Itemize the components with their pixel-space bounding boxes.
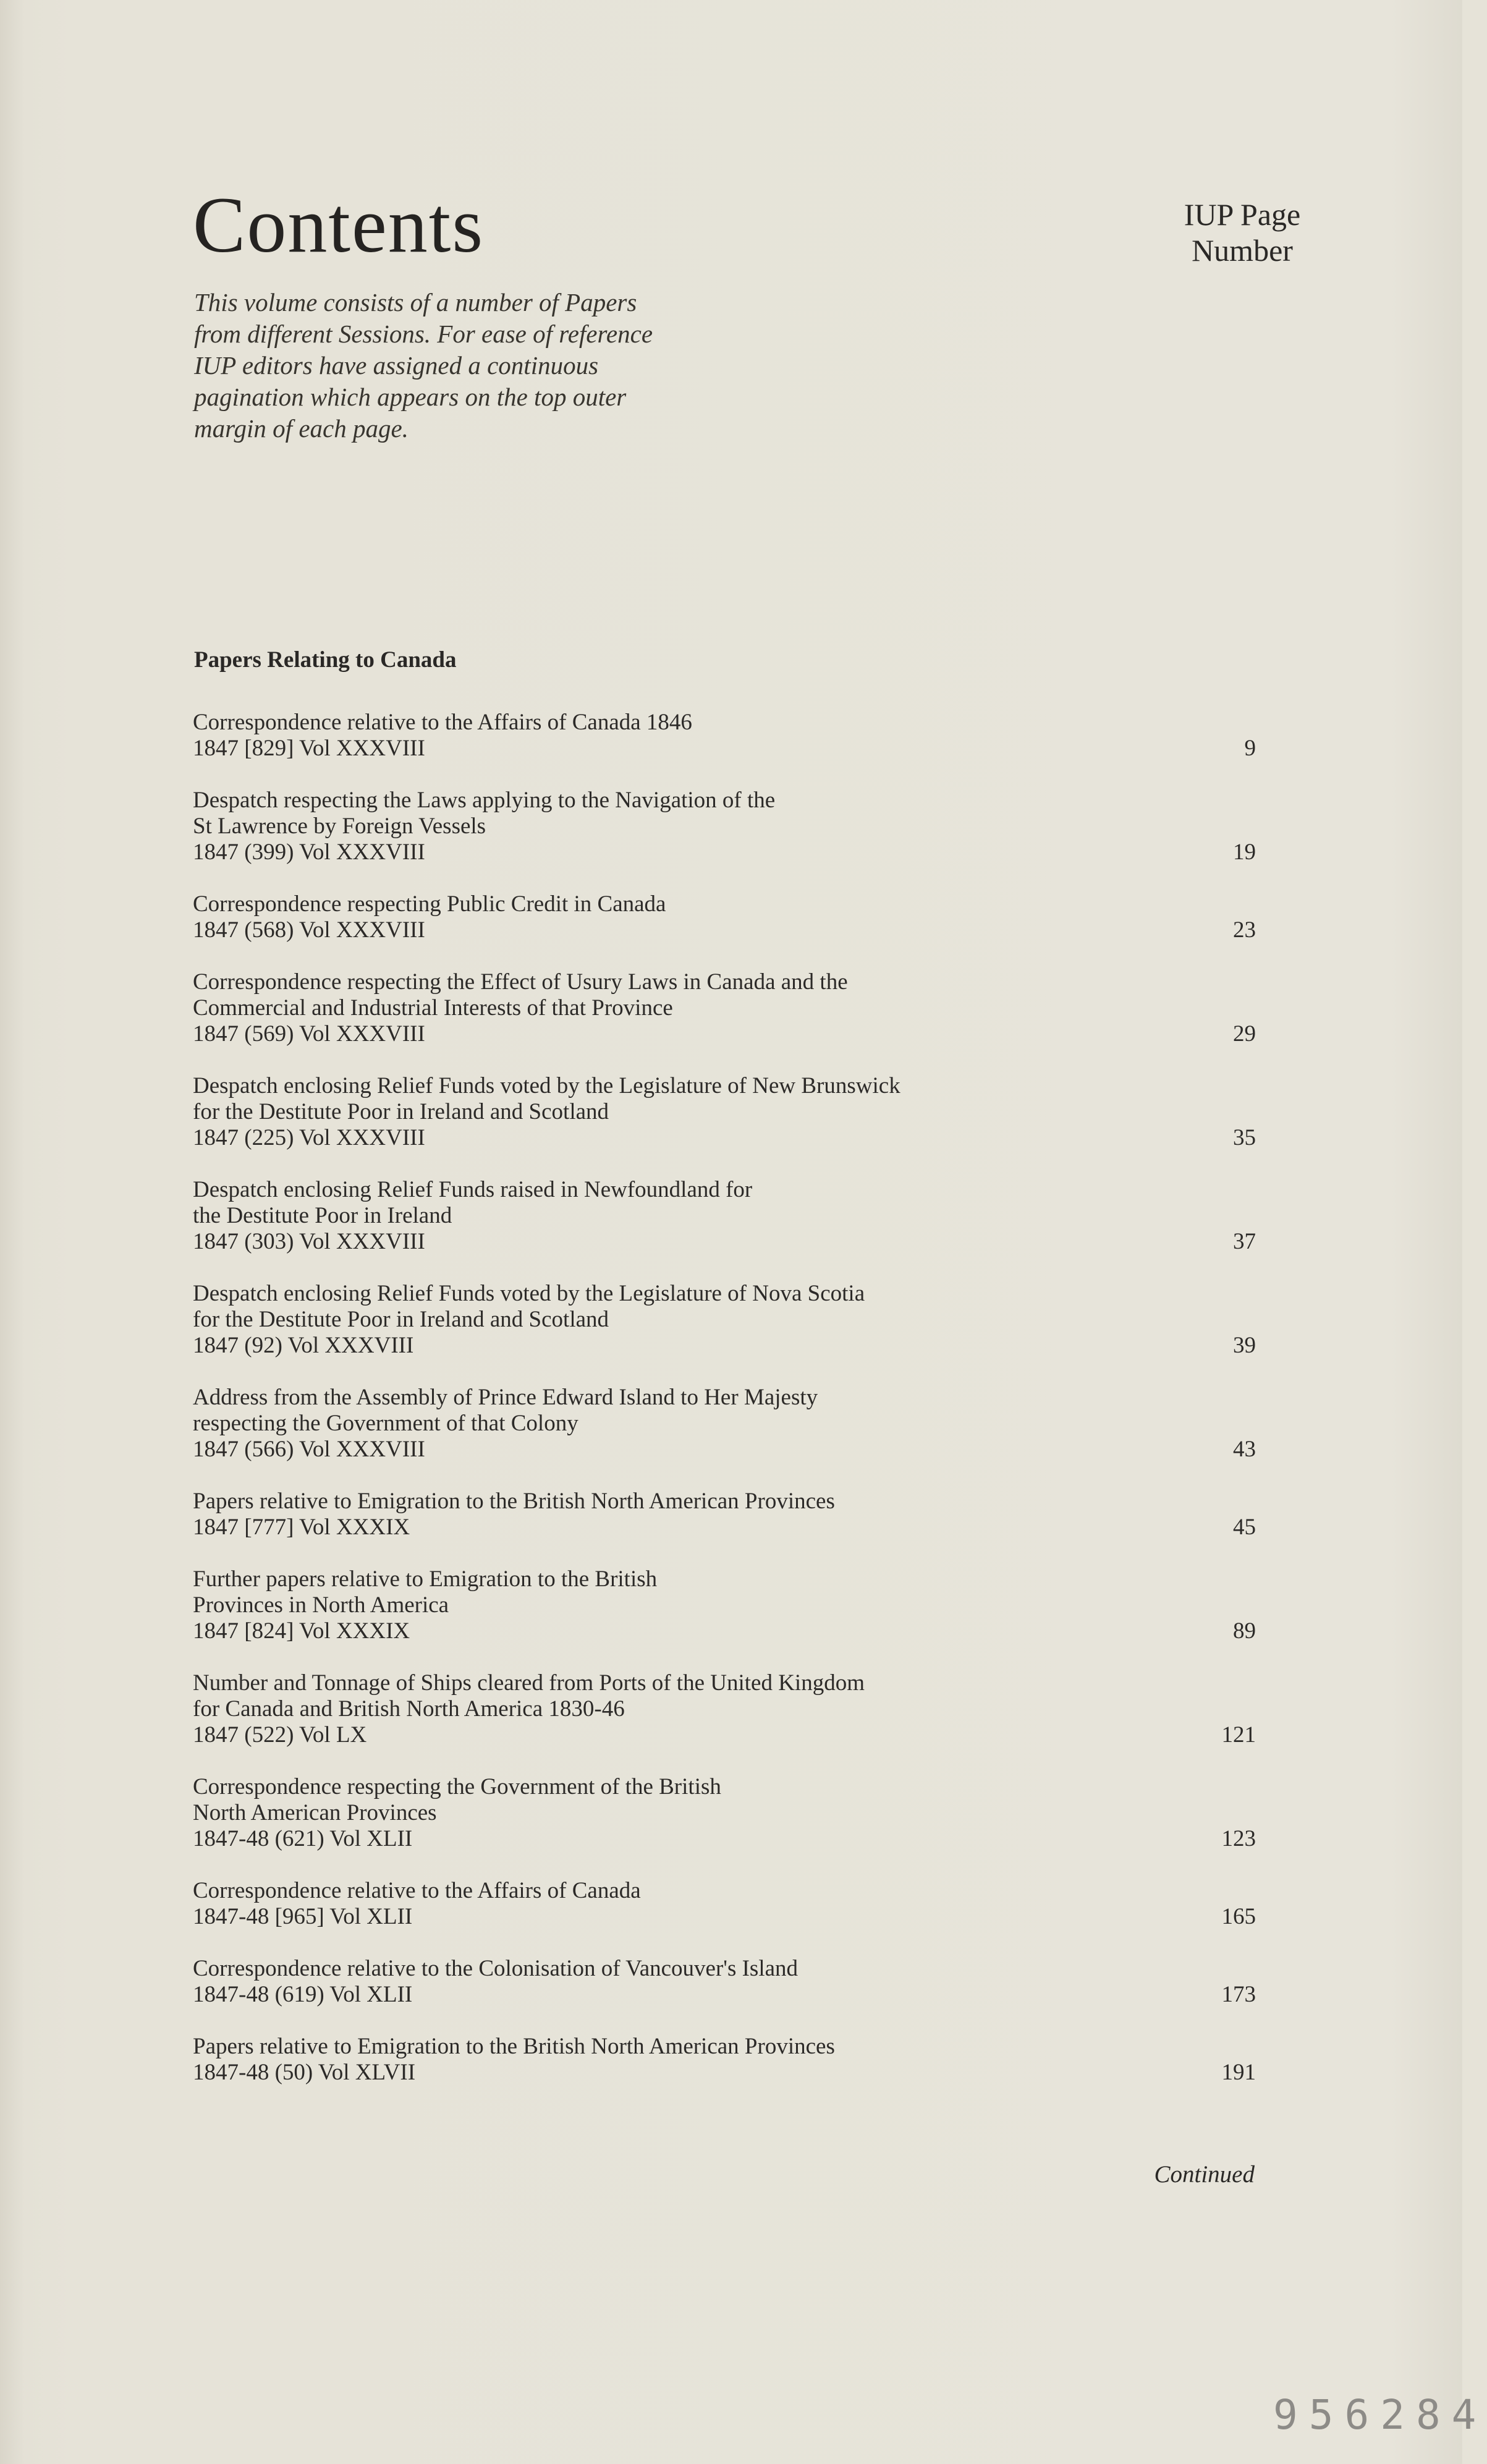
entry-text-line: 1847-48 (619) Vol XLII <box>193 1982 413 2007</box>
entry-text-line: Papers relative to Emigration to the British North American Provinces <box>193 2034 835 2059</box>
entry-text-line: 1847 [824] Vol XXXIX <box>193 1618 410 1644</box>
entry-page-number: 165 <box>1221 1904 1256 1929</box>
entry-text-line: 1847 [777] Vol XXXIX <box>193 1515 410 1540</box>
entry-page-number: 45 <box>1233 1515 1256 1540</box>
entry-text-line: the Destitute Poor in Ireland <box>193 1203 452 1228</box>
entry-page-number: 43 <box>1233 1437 1256 1462</box>
entry-text-line: 1847 (399) Vol XXXVIII <box>193 839 425 865</box>
intro-line: This volume consists of a number of Papers <box>194 288 637 316</box>
entry-text-line: 1847 (568) Vol XXXVIII <box>193 917 425 943</box>
entry-text-line: North American Provinces <box>193 1800 437 1825</box>
entry-page-number: 23 <box>1233 917 1256 943</box>
section-heading: Papers Relating to Canada <box>194 647 457 673</box>
entry-text-line: Despatch enclosing Relief Funds voted by the Legislature of Nova Scotia <box>193 1281 865 1306</box>
entry-text-line: Commercial and Industrial Interests of that Province <box>193 995 673 1021</box>
continued-label: Continued <box>1154 2161 1255 2188</box>
contents-entry <box>193 2034 1256 2086</box>
entry-text-line: Despatch enclosing Relief Funds voted by the Legislature of New Brunswick <box>193 1073 900 1098</box>
entry-page-number: 19 <box>1233 839 1256 865</box>
contents-entry <box>193 1956 1256 2008</box>
page-title: Contents <box>193 181 485 269</box>
contents-entry <box>193 1878 1256 1930</box>
page-number-column-heading <box>1150 197 1335 268</box>
entry-text-line: 1847-48 (621) Vol XLII <box>193 1826 413 1851</box>
contents-entry <box>193 1670 1256 1748</box>
entry-text-line: Address from the Assembly of Prince Edward Island to Her Majesty <box>193 1385 818 1410</box>
entry-page-number: 29 <box>1233 1021 1256 1047</box>
contents-entry <box>193 891 1256 943</box>
entry-text-line: Correspondence respecting the Government of the British <box>193 1774 721 1799</box>
entry-text-line: for the Destitute Poor in Ireland and Scotland <box>193 1307 609 1332</box>
entry-text-line: 1847 [829] Vol XXXVIII <box>193 736 425 761</box>
entry-text-line: 1847-48 [965] Vol XLII <box>193 1904 413 1929</box>
entry-text-line: 1847 (566) Vol XXXVIII <box>193 1437 425 1462</box>
entry-text-line: Further papers relative to Emigration to the British <box>193 1566 658 1592</box>
entry-text-line: Correspondence respecting Public Credit in Canada <box>193 891 666 917</box>
intro-line: margin of each page. <box>194 414 409 443</box>
entry-page-number: 191 <box>1221 2060 1256 2085</box>
entry-page-number: 121 <box>1221 1722 1256 1748</box>
contents-entry <box>193 969 1256 1047</box>
contents-entry <box>193 1489 1256 1540</box>
intro-line: from different Sessions. For ease of reference <box>194 320 653 348</box>
contents-entry <box>193 1385 1256 1463</box>
entry-page-number: 123 <box>1221 1826 1256 1851</box>
contents-entry <box>193 788 1256 865</box>
intro-note <box>194 287 738 444</box>
entry-text-line: Papers relative to Emigration to the British North American Provinces <box>193 1489 835 1514</box>
entry-text-line: Correspondence respecting the Effect of Usury Laws in Canada and the <box>193 969 848 995</box>
accession-stamp: 956284 <box>1273 2391 1487 2439</box>
entry-page-number: 39 <box>1233 1333 1256 1358</box>
entry-page-number: 173 <box>1221 1982 1256 2007</box>
contents-entry <box>193 1774 1256 1852</box>
entry-text-line: 1847 (569) Vol XXXVIII <box>193 1021 425 1047</box>
entry-text-line: Despatch respecting the Laws applying to the Navigation of the <box>193 788 776 813</box>
entry-text-line: 1847-48 (50) Vol XLVII <box>193 2060 416 2085</box>
entry-page-number: 89 <box>1233 1618 1256 1644</box>
entry-text-line: Despatch enclosing Relief Funds raised in Newfoundland for <box>193 1177 753 1202</box>
entry-text-line: for the Destitute Poor in Ireland and Scotland <box>193 1099 609 1124</box>
entry-text-line: Number and Tonnage of Ships cleared from Ports of the United Kingdom <box>193 1670 865 1696</box>
entry-text-line: respecting the Government of that Colony <box>193 1411 578 1436</box>
intro-line: IUP editors have assigned a continuous <box>194 351 599 380</box>
page-column-heading-line1: IUP Page <box>1184 197 1301 232</box>
entry-text-line: 1847 (92) Vol XXXVIII <box>193 1333 414 1358</box>
entry-text-line: Correspondence relative to the Affairs of Canada 1846 <box>193 710 692 735</box>
entry-text-line: 1847 (522) Vol LX <box>193 1722 367 1748</box>
entry-page-number: 37 <box>1233 1229 1256 1254</box>
contents-entry <box>193 710 1256 762</box>
entry-page-number: 9 <box>1244 736 1256 761</box>
contents-entry <box>193 1177 1256 1255</box>
entry-text-line: Correspondence relative to the Affairs of Canada <box>193 1878 641 1903</box>
entry-page-number: 35 <box>1233 1125 1256 1150</box>
page-column-heading-line2: Number <box>1192 233 1293 268</box>
entry-text-line: 1847 (225) Vol XXXVIII <box>193 1125 425 1150</box>
intro-line: pagination which appears on the top outer <box>194 383 627 411</box>
entry-text-line: for Canada and British North America 1830-46 <box>193 1696 625 1722</box>
entry-text-line: St Lawrence by Foreign Vessels <box>193 814 486 839</box>
entry-text-line: Correspondence relative to the Colonisation of Vancouver's Island <box>193 1956 799 1981</box>
contents-entry <box>193 1566 1256 1644</box>
entry-text-line: Provinces in North America <box>193 1592 449 1618</box>
entry-text-line: 1847 (303) Vol XXXVIII <box>193 1229 425 1254</box>
contents-entry <box>193 1073 1256 1151</box>
contents-entry <box>193 1281 1256 1359</box>
contents-list <box>193 710 1256 2112</box>
